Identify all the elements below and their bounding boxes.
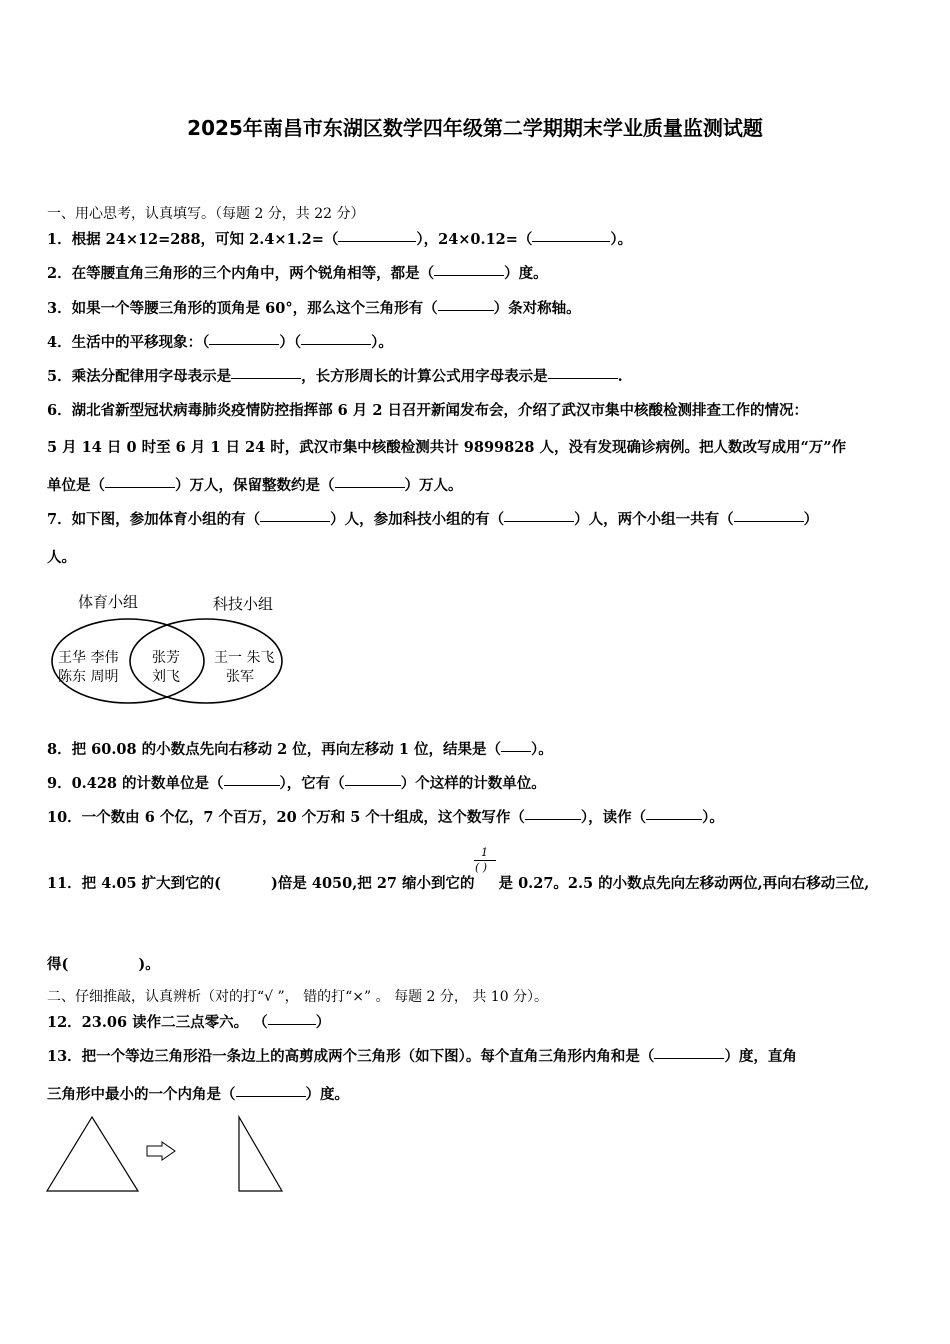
q13-blank-2[interactable] — [236, 1095, 306, 1097]
question-5 — [47, 365, 623, 386]
q13-text-d: ）度。 — [305, 1086, 349, 1103]
q7-blank-3[interactable] — [734, 520, 804, 522]
q4-text-a: 4．生活中的平移现象：（ — [47, 334, 210, 351]
q12-text-a: 12．23.06 读作二三点零六。 （ — [47, 1014, 268, 1031]
question-2 — [47, 262, 548, 283]
venn-middle-names-2: 刘飞 — [152, 669, 180, 685]
q9-blank-2[interactable] — [345, 784, 401, 786]
question-3 — [47, 297, 581, 318]
question-9 — [47, 772, 546, 793]
question-4 — [47, 331, 393, 352]
section-2-heading: 二、仔细推敲，认真辨析（对的打“√ ”， 错的打“×” 。 每题 2 分， 共 10 分）。 — [47, 989, 549, 1005]
q10-blank-1[interactable] — [525, 818, 581, 820]
q3-text-a: 3．如果一个等腰三角形的顶角是 60°，那么这个三角形有（ — [47, 300, 438, 317]
q9-text-c: ）个这样的计数单位。 — [400, 775, 546, 792]
q10-text-c: ）。 — [702, 809, 724, 826]
q1-text-b: ），24×0.12=（ — [416, 231, 533, 248]
question-13-line-1 — [47, 1045, 797, 1066]
q9-text-a: 9．0.428 的计数单位是（ — [47, 775, 224, 792]
venn-left-names-1: 王华 李伟 — [58, 650, 119, 666]
q10-text-a: 10．一个数由 6 个亿，7 个百万，20 个万和 5 个十组成，这个数写作（ — [47, 809, 525, 826]
q8-blank[interactable] — [501, 750, 531, 752]
question-8 — [47, 738, 553, 759]
q4-text-b: ）（ — [279, 334, 302, 351]
right-arrow-icon — [147, 1142, 175, 1160]
q11-text-a: 11．把 4.05 扩大到它的( — [47, 875, 221, 892]
right-triangle — [239, 1117, 282, 1191]
q6-blank-1[interactable] — [105, 486, 175, 488]
q1-text-a: 1．根据 24×12=288，可知 2.4×1.2=（ — [47, 231, 339, 248]
q6-blank-2[interactable] — [335, 486, 405, 488]
venn-diagram — [48, 585, 288, 715]
q13-text-c: 三角形中最小的一个内角是（ — [47, 1086, 236, 1103]
q10-text-b: ），读作（ — [580, 809, 647, 826]
question-10 — [47, 806, 724, 827]
q2-text-a: 2．在等腰直角三角形的三个内角中，两个锐角相等，都是（ — [47, 265, 435, 282]
q5-text-b: ，长方形周长的计算公式用字母表示是 — [301, 368, 548, 385]
q6-text-b: ）万人，保留整数约是（ — [175, 477, 335, 494]
q7-text-a: 7．如下图，参加体育小组的有（ — [47, 511, 261, 528]
venn-right-names-1: 王一 朱飞 — [214, 650, 275, 666]
venn-middle-names-1: 张芳 — [152, 650, 180, 666]
q5-text-c: . — [617, 368, 623, 385]
q2-text-b: ）度。 — [504, 265, 548, 282]
fraction-numerator: 1 — [481, 846, 488, 859]
question-7-line-1 — [47, 508, 818, 529]
question-7-line-2: 人。 — [47, 549, 76, 566]
q5-blank-2[interactable] — [548, 377, 618, 379]
venn-left-names-2: 陈东 周明 — [58, 669, 119, 685]
q11-text-e: )。 — [138, 956, 160, 973]
q4-text-c: ）。 — [371, 334, 393, 351]
q8-text-a: 8．把 60.08 的小数点先向右移动 2 位，再向左移动 1 位，结果是（ — [47, 741, 501, 758]
equilateral-triangle — [47, 1117, 138, 1191]
q5-text-a: 5．乘法分配律用字母表示是 — [47, 368, 232, 385]
q9-blank-1[interactable] — [224, 784, 280, 786]
question-11-line-1 — [47, 872, 869, 893]
q1-blank-1[interactable] — [338, 240, 416, 242]
q4-blank-1[interactable] — [209, 343, 279, 345]
question-12 — [47, 1011, 330, 1032]
q5-blank-1[interactable] — [231, 377, 301, 379]
section-1-heading: 一、用心思考，认真填写。（每题 2 分，共 22 分） — [47, 206, 365, 222]
q13-blank-1[interactable] — [654, 1057, 724, 1059]
fraction-denominator: ( ) — [475, 861, 488, 874]
q1-text-c: ）。 — [610, 231, 633, 248]
question-11-line-2 — [47, 953, 160, 974]
q3-text-b: ）条对称轴。 — [493, 300, 581, 317]
q12-blank[interactable] — [268, 1023, 316, 1025]
q7-text-c: ）人，两个小组一共有（ — [574, 511, 734, 528]
question-6-line-1: 6．湖北省新型冠状病毒肺炎疫情防控指挥部 6 月 2 日召开新闻发布会，介绍了武汉市集中核酸检测排查工作的情况： — [47, 402, 808, 419]
q7-text-d: ） — [803, 511, 819, 528]
venn-left-label: 体育小组 — [78, 593, 139, 611]
q10-blank-2[interactable] — [646, 818, 702, 820]
q7-text-b: ）人，参加科技小组的有（ — [330, 511, 505, 528]
q1-blank-2[interactable] — [532, 240, 610, 242]
q9-text-b: ），它有（ — [279, 775, 345, 792]
question-6-line-2: 5 月 14 日 0 时至 6 月 1 日 24 时，武汉市集中核酸检测共计 9899828 人，没有发现确诊病例。把人数改写成用“万”作 — [47, 439, 847, 456]
q11-text-c: 是 0.27。2.5 的小数点先向左移动两位,再向右移动三位, — [498, 875, 870, 892]
q7-blank-1[interactable] — [260, 520, 330, 522]
venn-right-label: 科技小组 — [213, 595, 274, 613]
q4-blank-2[interactable] — [301, 343, 371, 345]
question-6-line-3 — [47, 474, 463, 495]
q6-text-a: 单位是（ — [47, 477, 105, 494]
q3-blank[interactable] — [438, 309, 494, 311]
q11-text-d: 得( — [47, 956, 69, 973]
question-13-line-2 — [47, 1083, 349, 1104]
q7-blank-2[interactable] — [504, 520, 574, 522]
question-1 — [47, 228, 632, 249]
triangle-figure — [44, 1112, 294, 1196]
venn-right-names-2: 张军 — [226, 669, 254, 685]
q8-text-b: ）。 — [530, 741, 553, 758]
q2-blank[interactable] — [434, 274, 504, 276]
q11-text-b: )倍是 4050,把 27 缩小到它的 — [270, 875, 475, 892]
q13-text-b: ）度，直角 — [724, 1048, 797, 1065]
q12-text-b: ） — [315, 1014, 331, 1031]
q6-text-c: ）万人。 — [404, 477, 463, 494]
page-title: 2025年南昌市东湖区数学四年级第二学期期末学业质量监测试题 — [187, 116, 763, 140]
q13-text-a: 13．把一个等边三角形沿一条边上的高剪成两个三角形（如下图）。每个直角三角形内角和是（ — [47, 1048, 655, 1065]
